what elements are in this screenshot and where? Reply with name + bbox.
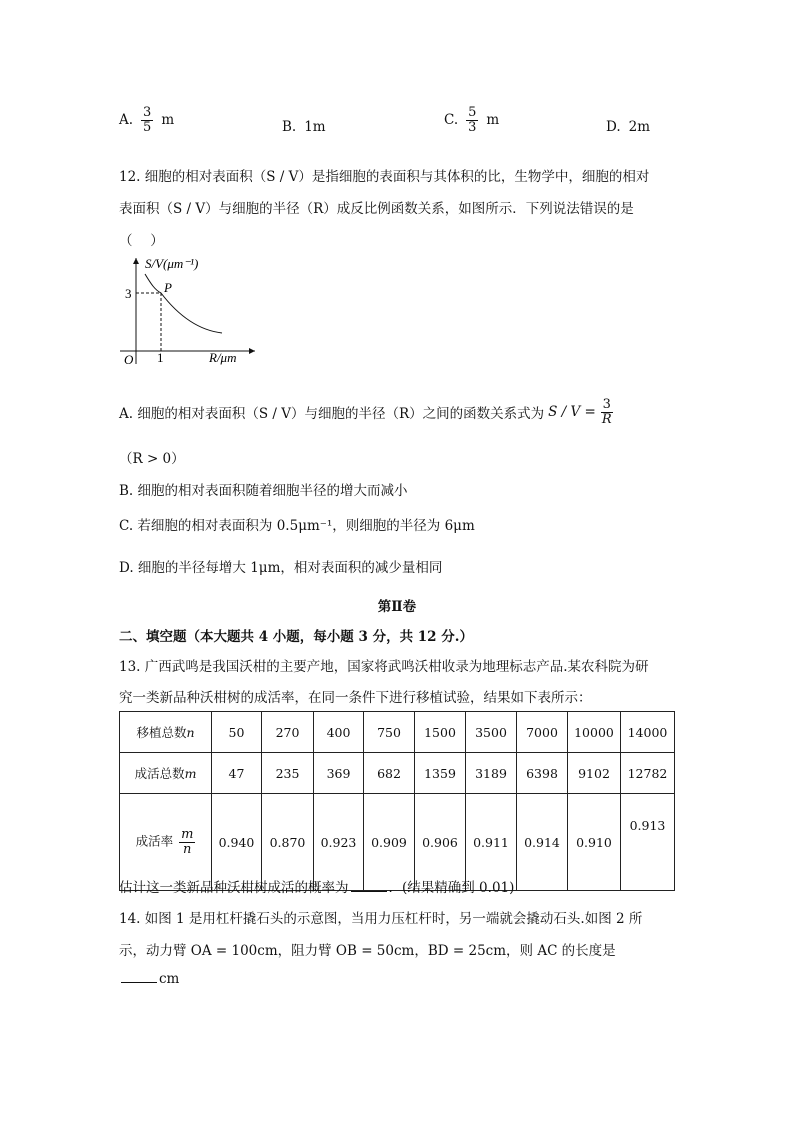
table-cell: 1359 bbox=[415, 753, 466, 794]
q14-answer-line bbox=[119, 970, 179, 987]
q12-option-c: C. 若细胞的相对表面积为 0.5μm⁻¹，则细胞的半径为 6μm bbox=[119, 518, 475, 534]
table-cell: 682 bbox=[364, 753, 415, 794]
table-cell: 6398 bbox=[517, 753, 568, 794]
q12-option-d: D. 细胞的半径每增大 1μm，相对表面积的减少量相同 bbox=[119, 560, 443, 576]
q14-stem-line1: 14. 如图 1 是用杠杆撬石头的示意图，当用力压杠杆时，另一端就会撬动石头.如图 2 所 bbox=[119, 911, 643, 927]
option-b bbox=[282, 119, 326, 135]
table-cell: 50 bbox=[212, 712, 262, 753]
table-cell: 0.923 bbox=[314, 794, 364, 891]
q12-stem-line2: 表面积（S / V）与细胞的半径（R）成反比例函数关系，如图所示．下列说法错误的是 bbox=[119, 201, 634, 217]
unit: m bbox=[486, 112, 500, 129]
table-row bbox=[120, 753, 675, 794]
table-cell: 47 bbox=[212, 753, 262, 794]
q12-option-b: B. 细胞的相对表面积随着细胞半径的增大而减小 bbox=[119, 483, 408, 499]
table-cell: 0.906 bbox=[415, 794, 466, 891]
q12-option-a-condition: （R > 0） bbox=[119, 451, 185, 467]
q13-question: 估计这一类新品种沃柑树成活的概率为 ．(结果精确到 0.01) bbox=[119, 880, 515, 896]
table-cell: 0.914 bbox=[517, 794, 568, 891]
row-header: 移植总数n bbox=[120, 712, 212, 753]
option-c bbox=[444, 106, 499, 134]
fraction: $\frac{5}{3}$ bbox=[468, 105, 477, 135]
row-header: 成活率 $\frac{m}{n}$ bbox=[120, 794, 212, 891]
section-title: 第Ⅱ卷 bbox=[377, 599, 417, 615]
table-cell: 0.909 bbox=[364, 794, 415, 891]
fraction: $\frac{3}{R}$ bbox=[601, 397, 612, 427]
table-cell: 3189 bbox=[466, 753, 517, 794]
table-cell: 9102 bbox=[568, 753, 621, 794]
q12-stem-line1: 12. 细胞的相对表面积（S / V）是指细胞的表面积与其体积的比，生物学中，细胞的相对 bbox=[119, 169, 650, 185]
option-text: A. 细胞的相对表面积（S / V）与细胞的半径（R）之间的函数关系式为 bbox=[119, 406, 545, 423]
q13-stem-line1: 13. 广西武鸣是我国沃柑的主要产地，国家将武鸣沃柑收录为地理标志产品.某农科院为研 bbox=[119, 659, 649, 675]
table-cell: 0.910 bbox=[568, 794, 621, 891]
q14-stem-line2: 示，动力臂 OA = 100cm，阻力臂 OB = 50cm，BD = 25cm，则 AC 的长度是 bbox=[119, 943, 616, 959]
row-header: 成活总数m bbox=[120, 753, 212, 794]
q12-paren: （ ） bbox=[119, 233, 164, 249]
q12-option-a bbox=[119, 398, 614, 426]
q13-stem-line2: 究一类新品种沃柑树的成活率，在同一条件下进行移植试验，结果如下表所示： bbox=[119, 690, 592, 706]
point-label: P bbox=[164, 280, 172, 295]
table-cell: 7000 bbox=[517, 712, 568, 753]
table-cell: 10000 bbox=[568, 712, 621, 753]
inverse-proportion-graph bbox=[115, 252, 265, 372]
table-cell: 14000 bbox=[621, 712, 675, 753]
y-axis-label: S/V(μm⁻¹) bbox=[145, 256, 199, 271]
option-label: B. bbox=[282, 119, 297, 135]
table-cell: 3500 bbox=[466, 712, 517, 753]
survival-table bbox=[119, 711, 675, 891]
table-cell: 369 bbox=[314, 753, 364, 794]
table-cell: 400 bbox=[314, 712, 364, 753]
table-cell: 0.870 bbox=[262, 794, 314, 891]
option-label: C. bbox=[444, 112, 459, 129]
x-axis-label: R/μm bbox=[209, 350, 237, 365]
option-d bbox=[606, 119, 650, 135]
table-cell: 235 bbox=[262, 753, 314, 794]
table-cell: 1500 bbox=[415, 712, 466, 753]
answer-blank[interactable] bbox=[121, 970, 157, 983]
x-tick-label: 1 bbox=[157, 350, 164, 365]
option-label: D. bbox=[606, 119, 621, 135]
formula-lhs: S / V = bbox=[548, 404, 596, 421]
option-label: A. bbox=[119, 112, 134, 129]
option-a bbox=[119, 106, 174, 134]
answer-blank[interactable] bbox=[351, 879, 387, 892]
section-heading: 二、填空题（本大题共 4 小题，每小题 3 分，共 12 分.） bbox=[119, 629, 473, 645]
table-cell: 750 bbox=[364, 712, 415, 753]
table-cell: 270 bbox=[262, 712, 314, 753]
curve bbox=[145, 274, 222, 333]
unit: cm bbox=[159, 971, 180, 987]
y-tick-label: 3 bbox=[125, 286, 132, 301]
option-value: 2m bbox=[628, 119, 651, 135]
origin-label: O bbox=[124, 352, 134, 367]
option-value: 1m bbox=[304, 119, 326, 135]
table-cell: 0.911 bbox=[466, 794, 517, 891]
table-cell: 0.940 bbox=[212, 794, 262, 891]
table-cell: 0.913 bbox=[621, 794, 675, 891]
fraction: $\frac{m}{n}$ bbox=[181, 826, 194, 857]
fraction: $\frac{3}{5}$ bbox=[143, 105, 152, 135]
table-cell: 12782 bbox=[621, 753, 675, 794]
table-row bbox=[120, 712, 675, 753]
unit: m bbox=[161, 112, 175, 129]
